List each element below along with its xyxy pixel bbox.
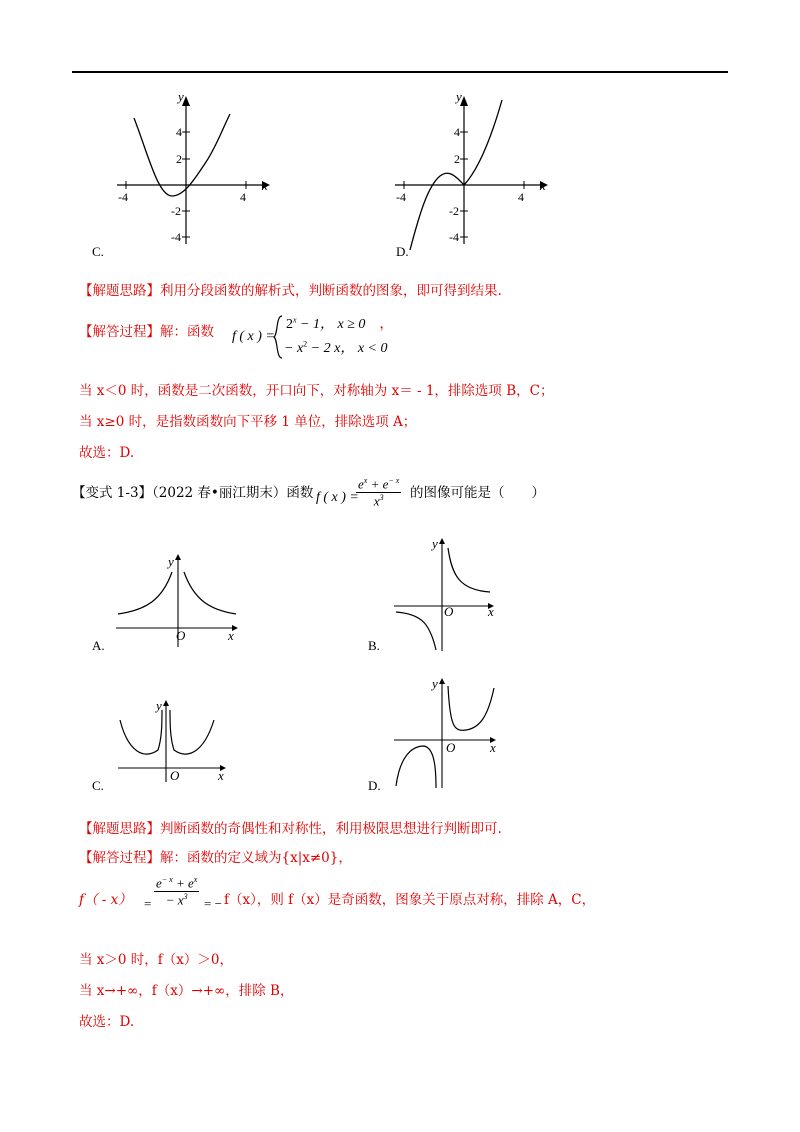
q2-option-c: C. [92,778,104,793]
y-label: y [178,89,184,104]
solution-1-line-2: 当 x≥0 时，是指数函数向下平移 1 单位，排除选项 A； [79,414,417,430]
solution-idea-2: 【解题思路】判断函数的奇偶性和对称性，利用极限思想进行判断即可. [79,821,502,837]
svg-text:-4: -4 [171,230,181,244]
graph-option-c [112,89,272,252]
graph-q2-a [116,552,246,652]
svg-text:y: y [432,676,438,691]
graph-q2-c [118,698,234,784]
solution-2-odd-line: f（ - x） [79,892,132,908]
piece-2: − $x^2 - 2$ x， x < 0 [284,339,388,356]
svg-text:2: 2 [454,152,460,166]
svg-text:O: O [446,740,456,755]
svg-text:-2: -2 [449,204,459,218]
q2-option-a: A. [92,638,105,653]
solution-2-line-2: 当 x→+∞，f（x）→+∞，排除 B， [79,983,294,999]
svg-text:x: x [228,628,234,643]
svg-text:x: x [488,604,494,619]
svg-text:4: 4 [454,125,460,139]
solution-fraction: $\frac{e^{- x} + e^x}{- x^3}$ [156,875,198,908]
svg-text:y: y [456,89,462,104]
x-label: x [262,178,268,193]
option-label-d: D. [396,244,409,259]
svg-text:O: O [444,604,454,619]
graph-option-d [390,89,550,252]
question-1-3: 【变式 1-3】（2022 春•丽江期末）函数 [72,485,314,501]
svg-text:-4: -4 [449,230,459,244]
svg-text:x: x [218,768,224,783]
option-label-c: C. [92,244,104,259]
solution-process-1: 【解答过程】解：函数 [79,324,214,340]
solution-process-2: 【解答过程】解：函数的定义域为{x|x≠0}， [79,850,352,866]
question-fraction: $\frac{e^x + e^{- x}}{x^3}$ [358,476,400,509]
curve [134,114,230,196]
svg-text:y: y [156,698,162,713]
header-rule [72,71,728,73]
q2-option-d: D. [368,778,381,793]
piecewise-brace [272,314,284,360]
svg-text:x: x [490,740,496,755]
svg-text:-4: -4 [396,190,406,204]
solution-2-line-1: 当 x＞0 时，f（x）＞0， [79,952,233,968]
solution-idea-1: 【解题思路】利用分段函数的解析式，判断函数的图象，即可得到结果. [79,283,502,299]
svg-text:-4: -4 [118,190,128,204]
svg-text:4: 4 [240,190,246,204]
svg-text:-2: -2 [171,204,181,218]
solution-2-line-3: 故选：D. [79,1014,135,1030]
solution-2-odd-conclusion: f（x），则 f（x）是奇函数，图象关于原点对称，排除 A，C， [224,892,596,908]
graph-q2-b [394,536,504,654]
piece-1: $2^x - 1$， x ≥ 0 ， [286,315,394,332]
svg-text:x: x [540,178,546,193]
q2-option-b: B. [368,638,380,653]
svg-text:y: y [432,536,438,551]
svg-text:O: O [176,628,186,643]
svg-text:2: 2 [176,152,182,166]
graph-q2-d [394,676,504,792]
solution-1-line-1: 当 x＜0 时，函数是二次函数，开口向下，对称轴为 x＝ - 1，排除选项 B，C； [79,383,554,399]
svg-text:4: 4 [518,190,524,204]
solution-1-line-3: 故选：D. [79,445,135,461]
question-suffix: 的图像可能是（ ） [410,485,545,501]
question-fx: f ( x ) = [316,490,359,505]
svg-text:4: 4 [176,125,182,139]
piecewise-fx: f ( x ) = [232,329,275,344]
curve [410,100,502,250]
svg-text:O: O [170,768,180,783]
svg-text:y: y [168,554,174,569]
